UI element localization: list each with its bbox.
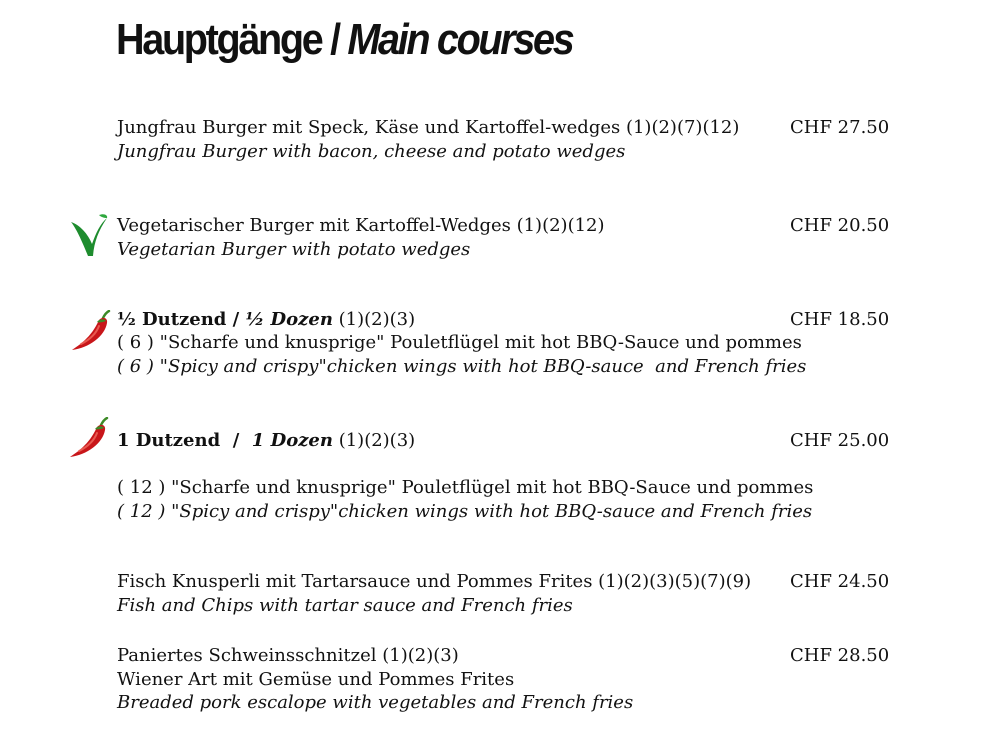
fish-knusperli-price: CHF 24.50 [790, 571, 890, 592]
jungfrau-burger-name: Jungfrau Burger mit Speck, Käse und Kartoffel-wedges (1)(2)(7)(12) [117, 117, 740, 138]
half-dozen-wings-desc-english: ( 6 ) "Spicy and crispy"chicken wings with hot BBQ-sauce and French fries [117, 356, 807, 377]
half-dozen-wings-title [117, 308, 415, 332]
vegetarian-burger-name: Vegetarischer Burger mit Kartoffel-Wedges (1)(2)(12) [117, 215, 605, 236]
dozen-allergens: (1)(2)(3) [332, 430, 416, 451]
title-separator: / [226, 309, 246, 330]
jungfrau-burger-price: CHF 27.50 [790, 117, 890, 138]
fish-knusperli-name: Fisch Knusperli mit Tartarsauce und Pommes Frites (1)(2)(3)(5)(7)(9) [117, 571, 752, 592]
dozen-wings-price: CHF 25.00 [790, 430, 890, 451]
dozen-wings-desc-english: ( 12 ) "Spicy and crispy"chicken wings with hot BBQ-sauce and French fries [117, 501, 813, 522]
title-german: Hauptgänge / [116, 15, 348, 64]
half-dozen-wings-desc-german: ( 6 ) "Scharfe und knusprige" Pouletflügel mit hot BBQ-Sauce und pommes [117, 332, 802, 353]
jungfrau-burger-english: Jungfrau Burger with bacon, cheese and potato wedges [117, 141, 626, 162]
schnitzel-name-line2: Wiener Art mit Gemüse und Pommes Frites [117, 669, 515, 690]
vegetarian-burger-price: CHF 20.50 [790, 215, 890, 236]
half-dozen-allergens: (1)(2)(3) [332, 309, 416, 330]
schnitzel-price: CHF 28.50 [790, 645, 890, 666]
chili-pepper-icon [67, 417, 109, 461]
half-dozen-wings-price: CHF 18.50 [790, 309, 890, 330]
dozen-wings-title [117, 429, 415, 453]
schnitzel-name: Paniertes Schweinsschnitzel (1)(2)(3) [117, 645, 459, 666]
half-dozen-english: ½ Dozen [245, 309, 333, 330]
vegetarian-burger-english: Vegetarian Burger with potato wedges [117, 239, 471, 260]
vegetarian-v-icon [69, 213, 109, 259]
dozen-wings-desc-german: ( 12 ) "Scharfe und knusprige" Pouletflügel mit hot BBQ-Sauce und pommes [117, 477, 814, 498]
dozen-german: 1 Dutzend [117, 430, 221, 451]
title-separator: / [220, 430, 252, 451]
page-title [116, 10, 572, 70]
half-dozen-german: ½ Dutzend [117, 309, 227, 330]
fish-knusperli-english: Fish and Chips with tartar sauce and French fries [117, 595, 573, 616]
chili-pepper-icon [69, 310, 111, 354]
schnitzel-english: Breaded pork escalope with vegetables and French fries [117, 692, 634, 713]
dozen-english: 1 Dozen [251, 430, 333, 451]
title-english: Main courses [347, 15, 573, 64]
